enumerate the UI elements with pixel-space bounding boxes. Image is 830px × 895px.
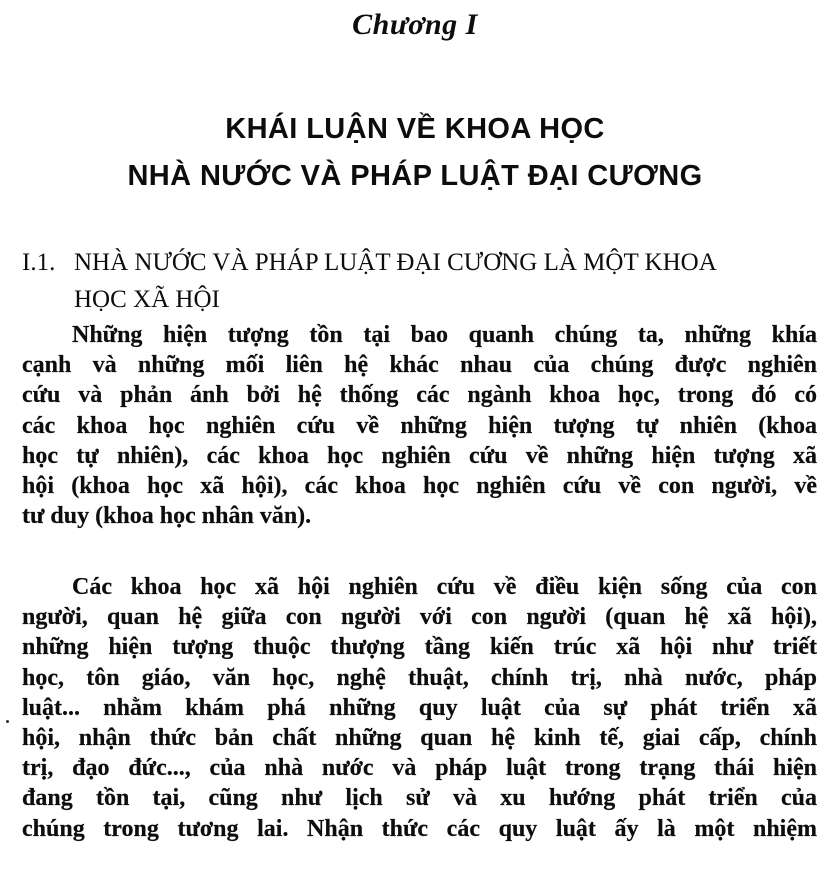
paragraph-line: các khoa học nghiên cứu về những hiện tượng tự nhiên (khoa <box>22 412 817 439</box>
paragraph-line: Những hiện tượng tồn tại bao quanh chúng ta, những khía <box>72 322 817 348</box>
paragraph-line: trị, đạo đức..., của nhà nước và pháp luật trong trạng thái hiện <box>22 755 817 782</box>
chapter-heading: Chương I <box>352 8 478 41</box>
chapter-title-line-1: KHÁI LUẬN VỀ KHOA HỌC <box>225 113 605 145</box>
chapter-title-line-2: NHÀ NƯỚC VÀ PHÁP LUẬT ĐẠI CƯƠNG <box>127 160 703 192</box>
paragraph-2 <box>22 572 817 844</box>
section-number: I.1. <box>22 249 56 276</box>
paragraph-line: học tự nhiên), các khoa học nghiên cứu về những hiện tượng xã <box>22 442 817 469</box>
paragraph-line: hội, nhận thức bản chất những quan hệ kinh tế, giai cấp, chính <box>22 725 817 752</box>
section-title-line-1: NHÀ NƯỚC VÀ PHÁP LUẬT ĐẠI CƯƠNG LÀ MỘT KHOA <box>74 249 717 276</box>
paragraph-line: người, quan hệ giữa con người với con người (quan hệ xã hội), <box>22 604 817 631</box>
paragraph-1 <box>22 320 817 531</box>
paragraph-line: chúng trong tương lai. Nhận thức các quy luật ấy là một nhiệm <box>22 815 817 842</box>
paragraph-line: đang tồn tại, cũng như lịch sử và xu hướng phát triển của <box>22 785 817 812</box>
paragraph-line: Các khoa học xã hội nghiên cứu về điều kiện sống của con <box>72 574 817 600</box>
paragraph-line: học, tôn giáo, văn học, nghệ thuật, chính trị, nhà nước, pháp <box>22 664 817 691</box>
paragraph-line: tư duy (khoa học nhân văn). <box>22 503 312 530</box>
paragraph-line: luật... nhằm khám phá những quy luật của sự phát triển xã <box>22 694 817 721</box>
scan-speck <box>6 720 9 723</box>
section-title-line-2: HỌC XÃ HỘI <box>74 286 220 313</box>
section-heading <box>22 244 822 318</box>
paragraph-line: hội (khoa học xã hội), các khoa học nghiên cứu về con người, về <box>22 473 817 500</box>
paragraph-line: cạnh và những mối liên hệ khác nhau của chúng được nghiên <box>22 352 817 379</box>
paragraph-line: những hiện tượng thuộc thượng tầng kiến trúc xã hội như triết <box>22 634 817 661</box>
paragraph-line: cứu và phản ánh bởi hệ thống các ngành khoa học, trong đó có <box>22 382 817 409</box>
